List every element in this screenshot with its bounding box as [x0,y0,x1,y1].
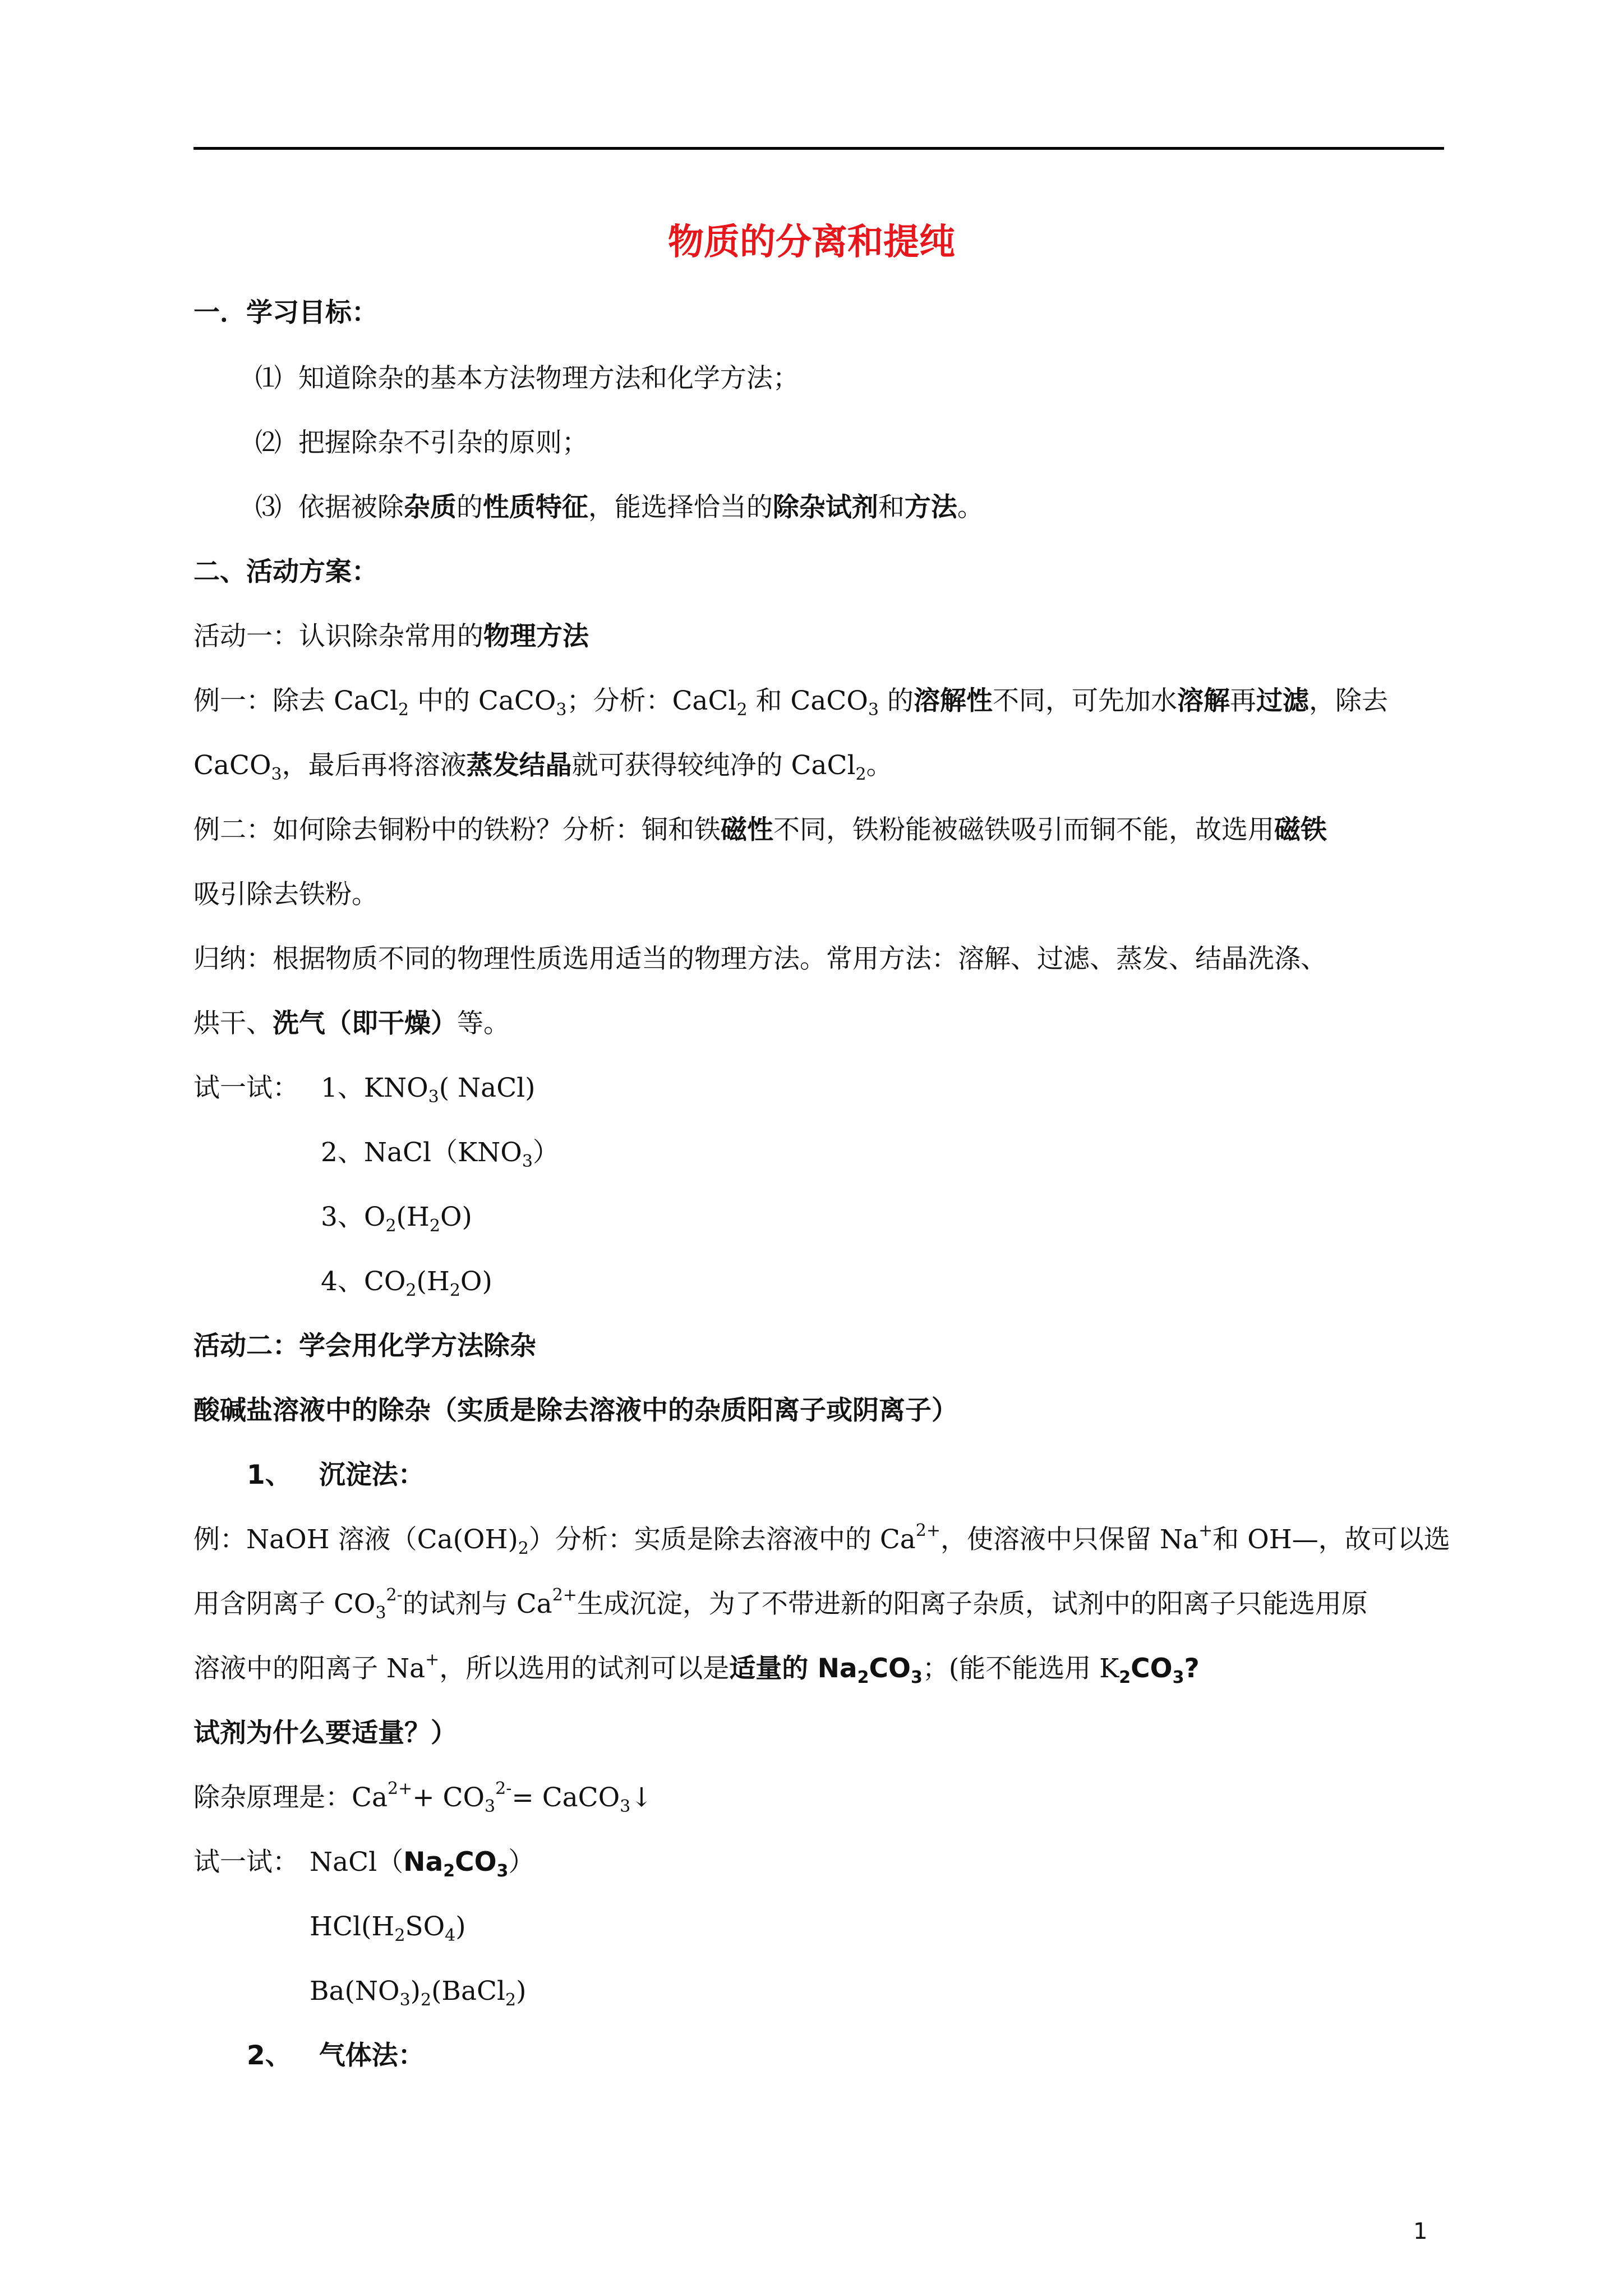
text: = CaCO [511,1782,620,1813]
emphasis: 杂质 [403,492,457,523]
try-1-item-4 [321,1265,492,1299]
text: + CO [412,1782,485,1813]
subscript: 3 [910,1668,923,1687]
emphasis: 性质特征 [482,492,588,523]
example-3-line-1 [193,1523,1450,1557]
subscript: 3 [556,700,567,720]
section-heading-goals: 一．学习目标： [193,297,378,328]
example-1-line-1 [193,684,1388,718]
subscript: 2 [518,1539,529,1558]
header-rule [193,147,1444,150]
text: 。 [957,492,984,523]
subscript: 2 [855,765,866,784]
principle-equation [193,1781,653,1815]
text: CaCO [193,750,271,781]
text: CO [455,1847,497,1878]
text: ，除去 [1308,685,1388,716]
summary-line-1: 归纳：根据物质不同的物理性质选用适当的物理方法。常用方法：溶解、过滤、蒸发、结晶洗涤、 [193,944,1327,974]
subscript: 2 [429,1216,440,1236]
try-1-label: 试一试： [193,1073,299,1103]
text: 。 [866,750,893,781]
down-arrow-icon: ↓ [630,1782,653,1813]
emphasis [1119,1653,1200,1687]
text: 4、CO [321,1266,406,1297]
subscript: 2 [857,1668,869,1687]
superscript: 2+ [387,1779,413,1798]
text: 例：NaOH 溶液（Ca(OH) [193,1524,518,1555]
text: 活动一：认识除杂常用的 [193,621,483,652]
goal-text: 知道除杂的基本方法物理方法和化学方法； [298,363,799,394]
subscript: 2 [421,1990,432,2010]
text: ? [1184,1653,1200,1684]
subscript: 2 [385,1216,396,1236]
text: 的 [456,492,483,523]
example-2-line-1 [193,813,1327,847]
text: ；(能不能选用 K [922,1653,1119,1684]
subscript: 3 [522,1152,533,1171]
try-1-item-3 [321,1200,472,1234]
text: 适量的 Na [729,1653,857,1684]
text: 用含阴离子 CO [193,1589,376,1619]
text: 3、O [321,1202,386,1232]
goal-item-1 [255,362,799,395]
example-2-line-2: 吸引除去铁粉。 [193,879,378,910]
text: 2、NaCl（KNO [321,1137,522,1168]
goal-item-3 [255,491,984,524]
text: ，能选择恰当的 [588,492,773,523]
subscript: 2 [398,700,409,720]
text: 烘干、 [193,1008,273,1039]
emphasis: 蒸发结晶 [466,750,572,781]
subscript: 2 [443,1861,455,1881]
text: Ba(NO [310,1976,400,2007]
superscript: 2- [386,1585,403,1605]
example-1-line-2 [193,749,893,783]
emphasis [403,1847,509,1881]
try-2-item-2 [310,1910,466,1944]
try-2-label: 试一试： [193,1847,299,1878]
subscript: 3 [375,1603,386,1623]
section-heading-plan: 二、活动方案： [193,556,378,587]
try-2-item-3 [310,1975,526,2008]
text: 不同，可先加水 [992,685,1177,716]
text: O) [440,1202,472,1232]
try-1-item-2 [321,1136,559,1170]
text: ) [455,1911,466,1942]
text: ，使溶液中只保留 Na [940,1524,1199,1555]
method-number: 1、 [247,1460,292,1490]
text: ) [410,1976,421,2007]
text: ） [508,1847,535,1878]
text: ；分析：CaCl [566,685,737,716]
superscript: 2- [495,1779,512,1798]
text: NaCl（ [310,1847,404,1878]
page-number: 1 [1413,2219,1428,2244]
text: 再 [1229,685,1256,716]
method-number: 2、 [247,2040,292,2071]
text: 例二：如何除去铜粉中的铁粉？分析：铜和铁 [193,815,721,845]
text: (BaCl [431,1976,505,2007]
subscript: 2 [1119,1668,1131,1687]
try-1-item-1 [321,1071,536,1105]
superscript: 2+ [915,1521,941,1540]
emphasis: 物理方法 [483,621,589,652]
text: Na [403,1847,444,1878]
superscript: 2+ [552,1585,577,1605]
subscript: 3 [485,1797,496,1816]
subscript: 4 [445,1926,456,1945]
emphasis [729,1653,923,1687]
text: ，最后再将溶液 [282,750,467,781]
goal-item-2 [255,426,588,460]
try-2-item-1 [310,1846,534,1879]
text: 溶液中的阳离子 Na [193,1653,426,1684]
goal-number: ⑴ [255,363,282,394]
emphasis: 溶解 [1177,685,1230,716]
text: 1、KNO [321,1073,428,1103]
goal-text: 把握除杂不引杂的原则； [298,427,588,458]
goal-number: ⑶ [255,492,282,523]
subscript: 3 [399,1990,411,2010]
emphasis: 磁性 [721,815,773,845]
text: 的 [879,685,914,716]
method-label: 沉淀法： [319,1460,425,1490]
text: 例一：除去 CaCl [193,685,398,716]
text: ） [532,1137,559,1168]
method-label: 气体法： [319,2040,425,2071]
text: 和 [878,492,905,523]
emphasis: 磁铁 [1274,815,1327,845]
text: 就可获得较纯净的 CaCl [571,750,856,781]
text: CO [1131,1653,1173,1684]
subscript: 3 [1172,1668,1184,1687]
text: 和 OH—，故可以选 [1212,1524,1450,1555]
activity-1-heading [193,620,589,654]
text: 除杂原理是：Ca [193,1782,388,1813]
text: ，所以选用的试剂可以是 [439,1653,730,1684]
summary-line-2 [193,1007,510,1041]
text: ）分析：实质是除去溶液中的 Ca [528,1524,916,1555]
page-title: 物质的分离和提纯 [668,222,955,263]
text: 的试剂与 Ca [402,1589,552,1619]
emphasis: 过滤 [1256,685,1309,716]
text: ) [516,1976,527,2007]
text: 中的 CaCO [409,685,556,716]
example-3-line-3 [193,1652,1200,1686]
superscript: + [1198,1521,1213,1540]
subscript: 3 [428,1087,439,1107]
text: (H [416,1266,450,1297]
subscript: 2 [449,1281,460,1300]
text: CO [869,1653,911,1684]
text: 不同，铁粉能被磁铁吸引而铜不能，故选用 [773,815,1274,845]
example-3-line-2 [193,1585,1368,1623]
text: ( NaCl) [439,1073,536,1103]
text: 生成沉淀，为了不带进新的阳离子杂质，试剂中的阳离子只能选用原 [577,1589,1368,1619]
emphasis: 洗气（即干燥） [273,1008,457,1039]
activity-2-heading: 活动二：学会用化学方法除杂 [193,1331,536,1361]
goal-text: 依据被除 [298,492,404,523]
text: 等。 [457,1008,510,1039]
subscript: 3 [620,1797,631,1816]
emphasis: 方法 [904,492,957,523]
subscript: 3 [496,1861,509,1881]
subscript: 2 [736,700,748,720]
subscript: 2 [505,1990,517,2010]
goal-number: ⑵ [255,427,282,458]
superscript: + [425,1650,440,1669]
method-1-heading [247,1458,425,1492]
subscript: 2 [394,1926,405,1945]
subscript: 3 [868,700,879,720]
subscript: 2 [405,1281,417,1300]
text: SO [405,1911,445,1942]
text: O) [460,1266,492,1297]
emphasis: 除杂试剂 [772,492,878,523]
example-3-line-4: 试剂为什么要适量？） [193,1718,457,1749]
text: HCl(H [310,1911,395,1942]
emphasis: 溶解性 [913,685,993,716]
activity-2-subheading: 酸碱盐溶液中的除杂（实质是除去溶液中的杂质阳离子或阴离子） [193,1395,958,1426]
text: (H [396,1202,430,1232]
method-2-heading [247,2039,425,2073]
subscript: 3 [271,765,282,784]
text: 和 CaCO [747,685,868,716]
